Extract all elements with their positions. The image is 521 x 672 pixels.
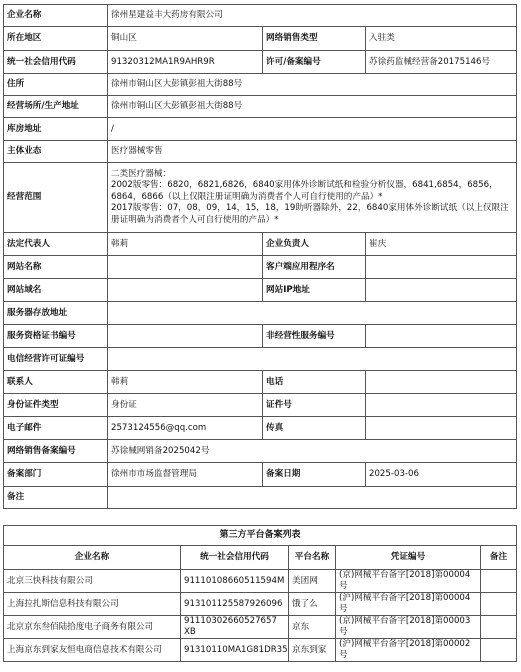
row-credit-code: 91110302660527657​XB [181,616,289,639]
online-sales-type-label: 网络销售类型 [263,27,366,51]
table-row [4,570,517,593]
remarks-label: 备注 [4,487,108,509]
warehouse-address-label: 库房地址 [4,118,108,141]
warehouse-address-value: / [108,118,517,141]
id-type-value: 身份证 [108,394,263,417]
legal-rep-value: 韩莉 [108,233,263,256]
license-no-value: 苏徐药监械经营备20175146号 [366,51,517,74]
table-row [4,616,517,639]
third-party-title: 第三方平台备案列表 [4,526,517,546]
enterprise-name-label: 企业名称 [4,5,108,27]
website-ip-label: 网站IP地址 [263,279,366,302]
phone-label: 电话 [263,371,366,394]
col-header-credit-code: 统一社会信用代码 [181,546,289,570]
id-type-label: 身份证件类型 [4,394,108,417]
col-header-platform-name: 平台名称 [289,546,336,570]
person-in-charge-label: 企业负责人 [263,233,366,256]
row-remarks [481,570,517,593]
website-ip-value [366,279,517,302]
row-enterprise-name: 北京三快科技有限公司 [4,570,181,593]
enterprise-name-value: 徐州星建益丰大药房有限公司 [108,5,517,27]
row-credit-code: 913101125587926096 [181,593,289,616]
business-address-label: 经营场所/生产地址 [4,96,108,118]
table-row [4,639,517,662]
table-row [4,593,517,616]
row-remarks [481,616,517,639]
main-business-label: 主体业态 [4,141,108,163]
person-in-charge-value: 崔庆 [366,233,517,256]
residence-label: 住所 [4,74,108,96]
col-header-remarks: 备注 [481,546,517,570]
record-date-value: 2025-03-06 [366,463,517,487]
main-business-value: 医疗器械零售 [108,141,517,163]
email-value: 2573124556@qq.com [108,417,263,440]
residence-value: 徐州市铜山区大彭镇彭祖大街88号 [108,74,517,96]
business-scope-value: 二类医疗器械： 2002版零售：6820，6821,6826，6840家用体外诊断试纸和检验分析仪器，6841,6854，6856，6864，6866（以上仅限注册证明确为消费者个人可自行使用的产品）* 2017版零售：07，08，09，14，15，18，19助听器除外，22，6840家用体外诊断试纸（以上仅限注册证明确为消费者个人可自行使用的产品）* [108,163,517,233]
row-remarks [481,593,517,616]
credit-code-label: 统一社会信用代码 [4,51,108,74]
non-commercial-service-no-label: 非经营性服务编号 [263,325,366,348]
online-record-no-label: 网络销售备案编号 [4,440,108,463]
server-address-label: 服务器存放地址 [4,302,108,325]
non-commercial-service-no-value [366,325,517,348]
client-app-name-label: 客户端应用程序名 [263,256,366,279]
record-dept-value: 徐州市市场监督管理局 [108,463,263,487]
service-cert-no-value [108,325,263,348]
record-date-label: 备案日期 [263,463,366,487]
website-domain-label: 网站域名 [4,279,108,302]
website-domain-value [108,279,263,302]
contact-value: 韩莉 [108,371,263,394]
col-header-certificate-no: 凭证编号 [336,546,481,570]
region-value: 铜山区 [108,27,263,51]
third-party-platform-table [3,525,517,662]
telecom-license-no-label: 电信经营许可证编号 [4,348,108,371]
row-certificate-no: (沪)网械平台备字[2018]第00002号 [336,639,481,662]
business-scope-label: 经营范围 [4,163,108,233]
row-certificate-no: (沪)网械平台备字[2018]第00004号 [336,593,481,616]
online-record-no-value: 苏徐械网销备2025042号 [108,440,517,463]
contact-label: 联系人 [4,371,108,394]
col-header-enterprise-name: 企业名称 [4,546,181,570]
enterprise-record-table [3,4,517,509]
business-address-value: 徐州市铜山区大彭镇彭祖大街88号 [108,96,517,118]
service-cert-no-label: 服务资格证书编号 [4,325,108,348]
row-platform-name: 美团网 [289,570,336,593]
row-platform-name: 京东 [289,616,336,639]
region-label: 所在地区 [4,27,108,51]
fax-value [366,417,517,440]
row-enterprise-name: 上海拉扎斯信息科技有限公司 [4,593,181,616]
row-remarks [481,639,517,662]
row-enterprise-name: 上海京东到家友恒电商信息技术有限公司 [4,639,181,662]
license-no-label: 许可/备案编号 [263,51,366,74]
row-platform-name: 京东到家 [289,639,336,662]
telecom-license-no-value [108,348,517,371]
client-app-name-value [366,256,517,279]
record-dept-label: 备案部门 [4,463,108,487]
row-certificate-no: (京)网械平台备字[2018]第00003号 [336,616,481,639]
remarks-value [108,487,517,509]
row-enterprise-name: 北京京东叁佰陆拾度电子商务有限公司 [4,616,181,639]
phone-value [366,371,517,394]
row-credit-code: 91310110MA1G81DR35 [181,639,289,662]
email-label: 电子邮件 [4,417,108,440]
row-platform-name: 饿了么 [289,593,336,616]
fax-label: 传真 [263,417,366,440]
online-sales-type-value: 入驻类 [366,27,517,51]
row-certificate-no: (京)网械平台备字[2018]第00004号 [336,570,481,593]
credit-code-value: 91320312MA1R9AHR9R [108,51,263,74]
website-name-value [108,256,263,279]
legal-rep-label: 法定代表人 [4,233,108,256]
server-address-value [108,302,517,325]
id-no-value [366,394,517,417]
website-name-label: 网站名称 [4,256,108,279]
row-credit-code: 91110108660511594M [181,570,289,593]
id-no-label: 证件号 [263,394,366,417]
